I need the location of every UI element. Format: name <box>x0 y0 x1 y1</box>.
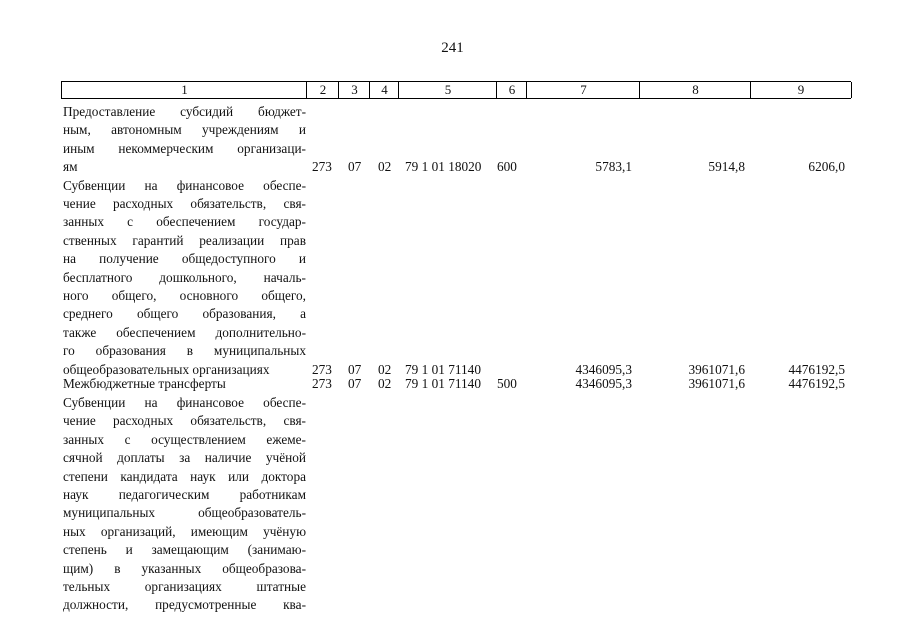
header-col-4: 4 <box>369 82 399 98</box>
description-line: муниципальных общеобразователь- <box>63 505 306 521</box>
description-line: наук педагогическим работникам <box>63 486 306 502</box>
description-line: степени кандидата наук или доктора <box>63 468 306 484</box>
page-number: 241 <box>441 40 464 56</box>
description-line: Предоставление субсидий бюджет- <box>63 104 306 119</box>
header-col-7: 7 <box>526 82 640 98</box>
cell-amount-2: 5914,8 <box>708 159 745 175</box>
description-line: ного общего, основного общего, <box>63 287 306 303</box>
description-line: общеобразовательных организациях <box>63 361 270 377</box>
cell-section: 07 <box>348 376 362 391</box>
description-line: щим) в указанных общеобразова- <box>63 560 306 576</box>
description-line: занных с обеспечением государ- <box>63 214 306 230</box>
cell-target-item: 79 1 01 71140 <box>405 376 481 391</box>
cell-section: 07 <box>348 361 362 377</box>
row-description <box>63 177 306 379</box>
cell-amount-3: 4476192,5 <box>788 376 845 391</box>
cell-target-item: 79 1 01 71140 <box>405 361 481 377</box>
description-line: го образования в муниципальных <box>63 343 306 359</box>
description-line: иным некоммерческим организаци- <box>63 140 306 156</box>
table-header <box>61 81 851 99</box>
row-description <box>63 103 306 177</box>
description-line: Субвенции на финансовое обеспе- <box>63 177 306 193</box>
description-line: занных с осуществлением ежеме- <box>63 431 306 447</box>
cell-ministry: 273 <box>312 361 332 377</box>
description-line: ственных гарантий реализации прав <box>63 232 306 248</box>
cell-amount-2: 3961071,6 <box>688 361 745 377</box>
cell-amount-1: 5783,1 <box>595 159 632 175</box>
header-col-2: 2 <box>306 82 339 98</box>
row-description <box>63 375 306 393</box>
description-line: тельных организациях штатные <box>63 578 306 594</box>
cell-section: 07 <box>348 159 362 175</box>
description-line: ям <box>63 159 78 175</box>
description-line: ных организаций, имеющим учёную <box>63 523 306 539</box>
cell-amount-3: 4476192,5 <box>788 361 845 377</box>
header-col-8: 8 <box>639 82 751 98</box>
description-line: бесплатного дошкольного, началь- <box>63 269 306 285</box>
cell-amount-3: 6206,0 <box>808 159 845 175</box>
cell-expense-type: 500 <box>497 376 517 391</box>
row-description <box>63 394 306 615</box>
cell-amount-1: 4346095,3 <box>575 361 632 377</box>
description-line: сячной доплаты за наличие учёной <box>63 450 306 466</box>
description-line: на получение общедоступного и <box>63 251 306 267</box>
cell-expense-type: 600 <box>497 159 517 175</box>
cell-amount-2: 3961071,6 <box>688 376 745 391</box>
description-line: ным, автономным учреждениям и <box>63 122 306 138</box>
header-col-3: 3 <box>338 82 370 98</box>
description-line: среднего общего образования, а <box>63 306 306 322</box>
cell-subsection: 02 <box>378 361 392 377</box>
cell-subsection: 02 <box>378 376 392 391</box>
description-line: степень и замещающим (занимаю- <box>63 542 306 558</box>
header-col-1: 1 <box>61 82 307 98</box>
description-line: чение расходных обязательств, свя- <box>63 195 306 211</box>
description-line: Субвенции на финансовое обеспе- <box>63 395 306 410</box>
header-col-6: 6 <box>496 82 527 98</box>
description-line: также обеспечением дополнительно- <box>63 324 306 340</box>
cell-subsection: 02 <box>378 159 392 175</box>
cell-ministry: 273 <box>312 376 332 391</box>
description-line: чение расходных обязательств, свя- <box>63 413 306 429</box>
header-col-5: 5 <box>398 82 497 98</box>
cell-target-item: 79 1 01 18020 <box>405 159 482 175</box>
header-col-9: 9 <box>750 82 852 98</box>
cell-amount-1: 4346095,3 <box>575 376 632 391</box>
description-line: Межбюджетные трансферты <box>63 376 226 391</box>
description-line: должности, предусмотренные ква- <box>63 597 306 613</box>
cell-ministry: 273 <box>312 159 332 175</box>
